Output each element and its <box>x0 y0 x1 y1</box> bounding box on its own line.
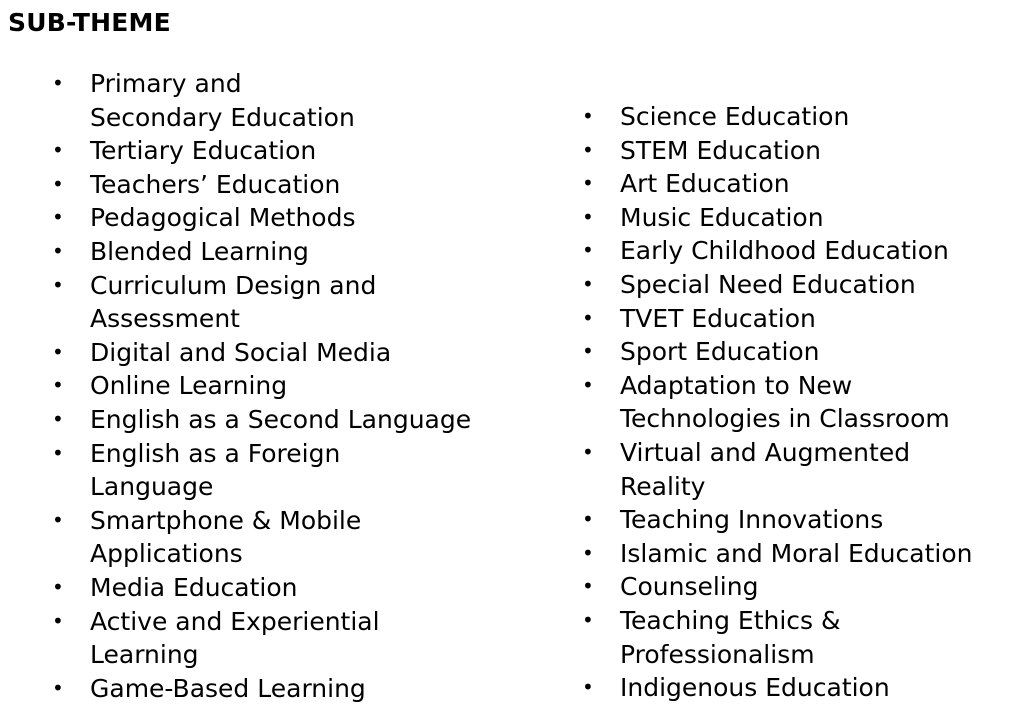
list-item-label: Islamic and Moral Education <box>620 538 973 568</box>
list-item <box>52 403 522 437</box>
bullet-icon: • <box>52 507 64 532</box>
bullet-icon: • <box>52 675 64 700</box>
list-item-label: Special Need Education <box>620 269 916 299</box>
bullet-icon: • <box>52 238 64 263</box>
list-item <box>52 672 522 706</box>
list-item <box>52 168 522 202</box>
list-item-label: Science Education <box>620 102 850 131</box>
list-item <box>52 437 522 504</box>
list-item <box>52 336 522 370</box>
list-item <box>582 369 1022 436</box>
list-item-label: English as a Second Language <box>90 404 472 434</box>
list-item-label: STEM Education <box>620 135 821 165</box>
list-item <box>582 302 1022 336</box>
list-item-label: TVET Education <box>620 303 816 333</box>
list-item-label: Pedagogical Methods <box>90 203 356 233</box>
list-item <box>582 167 1022 201</box>
list-item <box>582 604 1022 671</box>
list-item <box>52 269 522 336</box>
list-item <box>582 570 1022 604</box>
bullet-icon: • <box>52 574 64 599</box>
list-item <box>582 335 1022 369</box>
list-item-label: Teaching Innovations <box>620 505 884 535</box>
list-item-label: Counseling <box>620 572 759 602</box>
list-item-label: English as a Foreign Language <box>90 438 341 502</box>
bullet-icon: • <box>52 406 64 431</box>
list-item <box>582 537 1022 571</box>
list-item <box>582 234 1022 268</box>
list-item-label: Tertiary Education <box>90 136 317 166</box>
list-item-label: Adaptation to New Technologies in Classroom <box>620 370 950 434</box>
bullet-icon: • <box>582 271 594 296</box>
bullet-icon: • <box>52 373 64 398</box>
bullet-icon: • <box>582 171 594 196</box>
bullet-icon: • <box>582 372 594 397</box>
list-item <box>52 605 522 672</box>
bullet-icon: • <box>52 272 64 297</box>
bullet-icon: • <box>52 339 64 364</box>
list-item-label: Virtual and Augmented Reality <box>620 437 911 501</box>
bullet-icon: • <box>582 104 594 128</box>
bullet-icon: • <box>52 171 64 196</box>
list-item <box>52 571 522 605</box>
list-item <box>52 201 522 235</box>
list-item <box>582 503 1022 537</box>
sub-theme-list-right <box>582 100 1022 705</box>
list-item <box>52 504 522 571</box>
bullet-icon: • <box>582 607 594 632</box>
list-item <box>582 100 1022 134</box>
bullet-icon: • <box>582 238 594 263</box>
list-item-label: Sport Education <box>620 337 820 367</box>
list-item-label: Smartphone & Mobile Applications <box>90 505 362 569</box>
sub-theme-list-left <box>52 67 522 705</box>
list-item <box>582 436 1022 503</box>
list-item <box>52 369 522 403</box>
list-item-label: Media Education <box>90 572 298 602</box>
bullet-icon: • <box>582 305 594 330</box>
list-item-label: Curriculum Design and Assessment <box>90 270 377 334</box>
list-item <box>582 671 1022 705</box>
list-item-label: Early Childhood Education <box>620 236 949 266</box>
bullet-icon: • <box>582 675 594 700</box>
bullet-icon: • <box>582 204 594 229</box>
list-item-label: Music Education <box>620 202 824 232</box>
bullet-icon: • <box>52 608 64 633</box>
list-item <box>52 235 522 269</box>
list-item-label: Art Education <box>620 169 790 199</box>
bullet-icon: • <box>582 137 594 162</box>
list-item-label: Teachers’ Education <box>90 169 341 199</box>
bullet-icon: • <box>582 574 594 599</box>
list-item-label: Digital and Social Media <box>90 337 392 367</box>
section-heading: SUB-THEME <box>8 8 171 37</box>
list-item <box>52 134 522 168</box>
list-item-label: Active and Experiential Learning <box>90 606 380 670</box>
bullet-icon: • <box>582 540 594 565</box>
list-item-label: Blended Learning <box>90 236 309 266</box>
bullet-icon: • <box>52 71 64 95</box>
list-item-label: Game-Based Learning <box>90 673 366 703</box>
list-item <box>582 268 1022 302</box>
bullet-icon: • <box>52 138 64 163</box>
list-item <box>52 67 522 134</box>
list-item-label: Indigenous Education <box>620 673 890 703</box>
bullet-icon: • <box>582 439 594 464</box>
bullet-icon: • <box>52 440 64 465</box>
list-item-label: Primary and Secondary Education <box>90 69 355 132</box>
list-item-label: Online Learning <box>90 371 288 401</box>
bullet-icon: • <box>582 507 594 532</box>
bullet-icon: • <box>582 339 594 364</box>
list-item <box>582 201 1022 235</box>
list-item-label: Teaching Ethics & Professionalism <box>620 605 841 669</box>
list-item <box>582 134 1022 168</box>
bullet-icon: • <box>52 205 64 230</box>
